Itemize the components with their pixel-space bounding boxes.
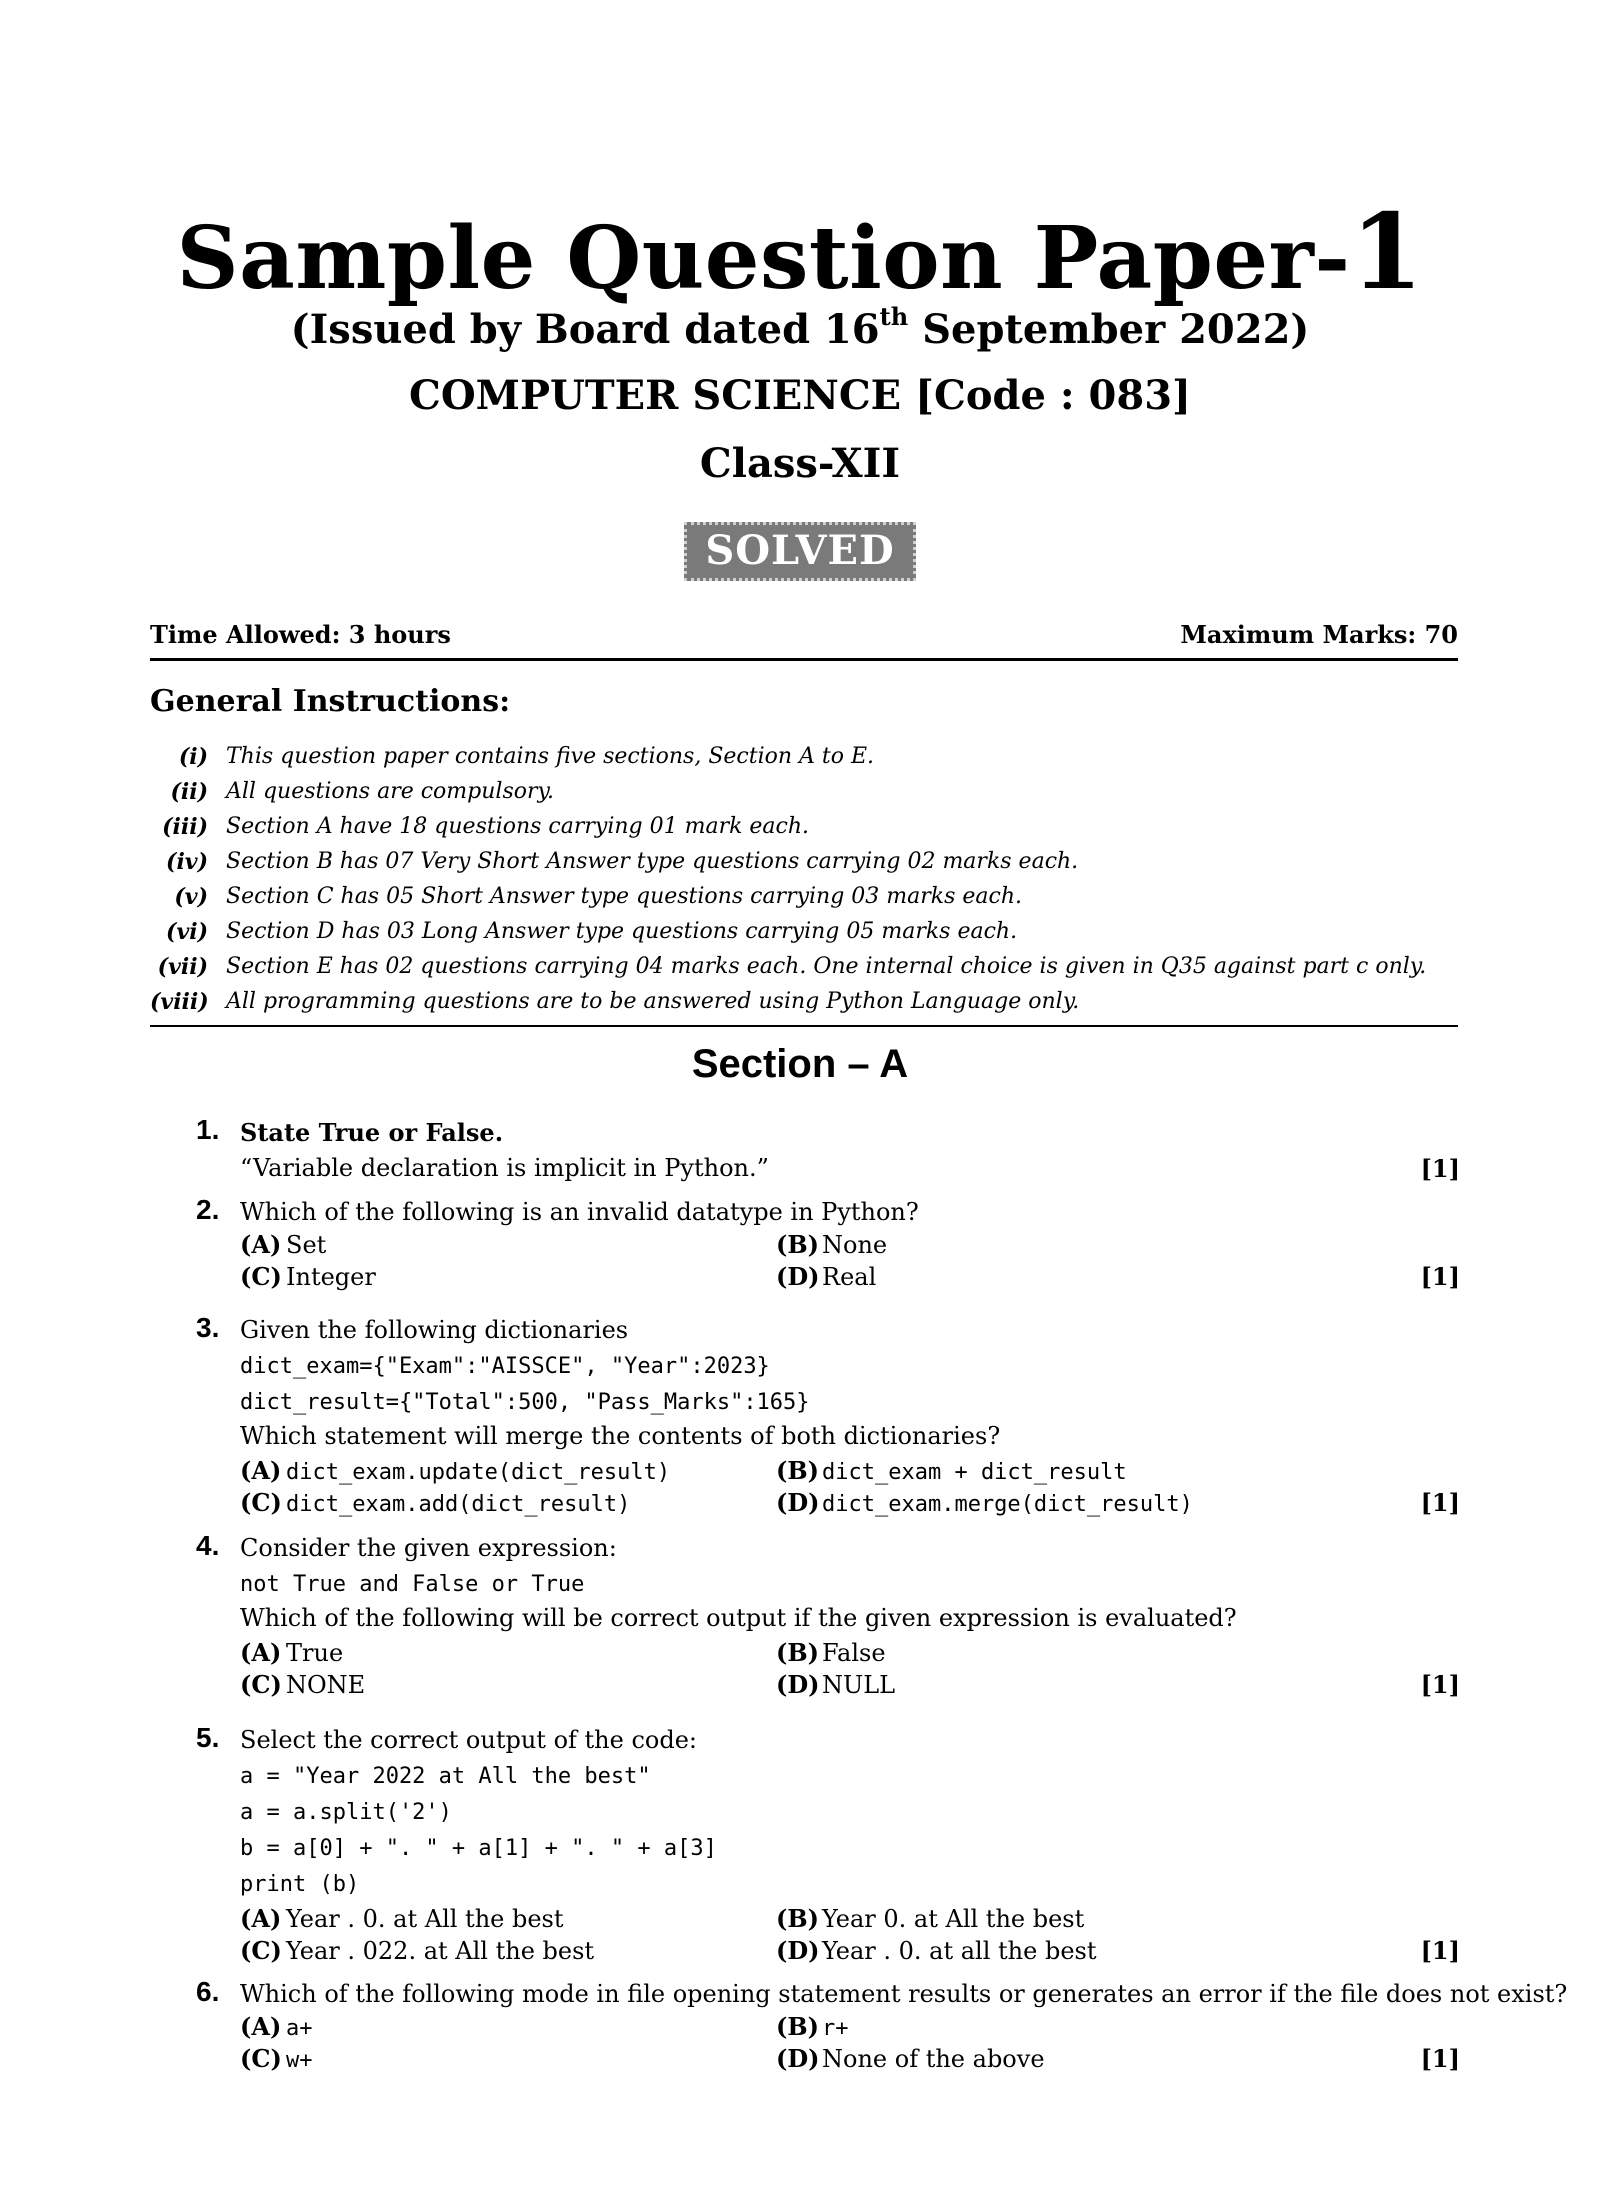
marks: [1] xyxy=(1420,2044,1460,2073)
subject-line: COMPUTER SCIENCE [Code : 083] xyxy=(409,372,1191,419)
instruction-num: (ii) xyxy=(170,779,208,805)
option-a xyxy=(240,1904,564,1933)
option-text: a+ xyxy=(286,2016,313,2041)
paper-title-text: Sample Question Paper- xyxy=(176,208,1351,309)
question-stem: Given the following dictionaries xyxy=(240,1316,629,1344)
instructions-divider xyxy=(150,1025,1458,1027)
code-line: not True and False or True xyxy=(240,1572,585,1597)
option-text: Year . 0. at All the best xyxy=(286,1905,564,1933)
option-a xyxy=(240,1456,670,1485)
paper-title xyxy=(0,190,1600,313)
question-number: 1. xyxy=(196,1114,220,1145)
issued-post: September 2022) xyxy=(908,306,1310,353)
option-text: NULL xyxy=(822,1671,896,1699)
marks: [1] xyxy=(1420,1936,1460,1965)
option-c xyxy=(240,1670,365,1699)
option-text: Real xyxy=(822,1263,877,1291)
marks: [1] xyxy=(1420,1488,1460,1517)
option-label: (D) xyxy=(776,1936,820,1965)
option-label: (A) xyxy=(240,1638,282,1667)
question-prompt: Which statement will merge the contents of both dictionaries? xyxy=(240,1422,1001,1450)
option-d xyxy=(776,2044,1045,2073)
option-b xyxy=(776,1456,1127,1485)
option-text: False xyxy=(822,1639,886,1667)
option-text: None of the above xyxy=(822,2045,1045,2073)
question-number: 5. xyxy=(196,1722,220,1753)
option-a xyxy=(240,1638,343,1667)
instruction-text: Section C has 05 Short Answer type questions carrying 03 marks each. xyxy=(226,884,1023,909)
option-label: (C) xyxy=(240,2044,282,2073)
option-d xyxy=(776,1488,1193,1517)
option-label: (B) xyxy=(776,2012,819,2041)
instruction-text: Section E has 02 questions carrying 04 marks each. One internal choice is given in Q35 against part c only. xyxy=(226,954,1427,979)
instruction-text: All programming questions are to be answered using Python Language only. xyxy=(226,989,1080,1014)
issued-sup: th xyxy=(879,302,909,331)
question-statement: “Variable declaration is implicit in Python.” xyxy=(240,1154,769,1182)
option-label: (C) xyxy=(240,1670,282,1699)
marks: [1] xyxy=(1420,1670,1460,1699)
option-label: (B) xyxy=(776,1456,819,1485)
option-text: r+ xyxy=(822,2016,849,2041)
option-d xyxy=(776,1936,1097,1965)
general-instructions-heading: General Instructions: xyxy=(150,684,511,719)
option-label: (D) xyxy=(776,1262,820,1291)
instruction-text: This question paper contains five sections, Section A to E. xyxy=(226,744,875,769)
instruction-num: (iv) xyxy=(166,849,208,875)
instruction-text: Section B has 07 Very Short Answer type questions carrying 02 marks each. xyxy=(226,849,1079,874)
option-label: (C) xyxy=(240,1936,282,1965)
option-b xyxy=(776,2012,849,2041)
option-text: dict_exam + dict_result xyxy=(822,1460,1127,1485)
option-d xyxy=(776,1670,895,1699)
option-label: (D) xyxy=(776,1488,820,1517)
marks: [1] xyxy=(1420,1262,1460,1291)
option-text: w+ xyxy=(286,2048,313,2073)
instruction-num: (iii) xyxy=(162,814,208,840)
option-b xyxy=(776,1230,887,1259)
question-number: 3. xyxy=(196,1312,220,1343)
option-d xyxy=(776,1262,876,1291)
section-title: Section – A xyxy=(691,1042,909,1086)
issued-line xyxy=(0,302,1600,353)
option-label: (A) xyxy=(240,1230,282,1259)
time-allowed: Time Allowed: 3 hours xyxy=(150,620,451,649)
option-label: (A) xyxy=(240,1904,282,1933)
question-6 xyxy=(150,1976,1568,2080)
option-label: (C) xyxy=(240,1262,282,1291)
option-label: (B) xyxy=(776,1230,819,1259)
question-2 xyxy=(150,1194,1460,1298)
instruction-text: Section D has 03 Long Answer type questions carrying 05 marks each. xyxy=(226,919,1018,944)
class-line: Class-XII xyxy=(699,440,901,487)
option-text: dict_exam.add(dict_result) xyxy=(286,1492,631,1517)
option-text: Integer xyxy=(286,1263,376,1291)
option-c xyxy=(240,2044,313,2073)
option-text: Year . 022. at All the best xyxy=(286,1937,595,1965)
option-text: NONE xyxy=(286,1671,366,1699)
option-b xyxy=(776,1904,1084,1933)
question-5 xyxy=(150,1722,1460,1965)
question-stem: State True or False. xyxy=(240,1118,504,1147)
question-number: 4. xyxy=(196,1530,220,1561)
code-line: dict_result={"Total":500, "Pass_Marks":165} xyxy=(240,1390,810,1415)
instruction-num: (viii) xyxy=(150,989,209,1015)
option-text: True xyxy=(286,1639,344,1667)
option-label: (B) xyxy=(776,1904,819,1933)
option-a xyxy=(240,2012,313,2041)
code-line: a = a.split('2') xyxy=(240,1800,452,1825)
marks: [1] xyxy=(1420,1154,1460,1183)
solved-badge-wrap xyxy=(0,522,1600,581)
question-number: 2. xyxy=(196,1194,220,1225)
paper-title-number: 1 xyxy=(1350,190,1424,313)
option-c xyxy=(240,1936,594,1965)
code-line: dict_exam={"Exam":"AISSCE", "Year":2023} xyxy=(240,1354,770,1379)
option-text: dict_exam.update(dict_result) xyxy=(286,1460,671,1485)
code-line: a = "Year 2022 at All the best" xyxy=(240,1764,651,1789)
solved-badge: SOLVED xyxy=(684,522,915,581)
option-label: (A) xyxy=(240,2012,282,2041)
maximum-marks: Maximum Marks: 70 xyxy=(1180,620,1458,649)
question-stem: Select the correct output of the code: xyxy=(240,1726,698,1754)
option-text: Year 0. at All the best xyxy=(822,1905,1085,1933)
option-label: (C) xyxy=(240,1488,282,1517)
question-4 xyxy=(150,1530,1460,1714)
option-label: (D) xyxy=(776,2044,820,2073)
question-prompt: Which of the following will be correct output if the given expression is evaluated? xyxy=(240,1604,1237,1632)
question-stem: Consider the given expression: xyxy=(240,1534,617,1562)
option-text: dict_exam.merge(dict_result) xyxy=(822,1492,1193,1517)
option-label: (B) xyxy=(776,1638,819,1667)
option-text: None xyxy=(822,1231,888,1259)
option-text: Year . 0. at all the best xyxy=(822,1937,1097,1965)
code-line: print (b) xyxy=(240,1872,360,1897)
option-c xyxy=(240,1488,630,1517)
option-a xyxy=(240,1230,326,1259)
option-label: (A) xyxy=(240,1456,282,1485)
question-1 xyxy=(150,1114,1460,1188)
option-c xyxy=(240,1262,376,1291)
instruction-text: All questions are compulsory. xyxy=(226,779,555,804)
instruction-num: (i) xyxy=(178,744,208,770)
option-text: Set xyxy=(286,1231,327,1259)
instruction-text: Section A have 18 questions carrying 01 mark each. xyxy=(226,814,810,839)
option-label: (D) xyxy=(776,1670,820,1699)
question-stem: Which of the following mode in file opening statement results or generates an error if the file does not exist? xyxy=(240,1980,1568,2008)
header-divider xyxy=(150,658,1458,661)
instruction-num: (vi) xyxy=(166,919,208,945)
question-3 xyxy=(150,1312,1460,1526)
issued-pre: (Issued by Board dated 16 xyxy=(290,306,880,353)
option-b xyxy=(776,1638,886,1667)
question-stem: Which of the following is an invalid datatype in Python? xyxy=(240,1198,919,1226)
code-line: b = a[0] + ". " + a[1] + ". " + a[3] xyxy=(240,1836,717,1861)
question-number: 6. xyxy=(196,1976,220,2007)
instruction-num: (v) xyxy=(174,884,208,910)
instruction-num: (vii) xyxy=(157,954,208,980)
